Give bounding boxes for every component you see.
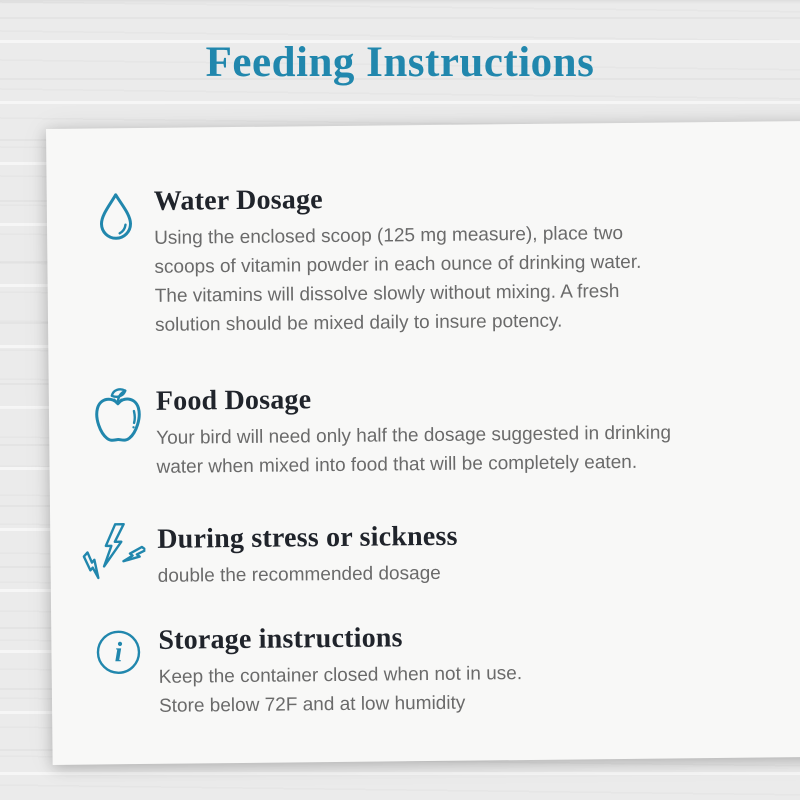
- section-body: Using the enclosed scoop (125 mg measure), place two scoops of vitamin powder in each ounce of drinking water. The vitamins will dissolve slowly without mixing. A fresh solution should be mixed daily to insure potency.: [154, 222, 642, 336]
- lightning-bolts-icon: [79, 522, 146, 587]
- section-stress-sickness: [92, 516, 800, 591]
- section-heading: Storage instructions: [158, 622, 403, 656]
- apple-icon: [91, 386, 146, 445]
- section-heading: Water Dosage: [153, 184, 323, 217]
- icon-column: [91, 386, 157, 445]
- section-text: [157, 521, 458, 591]
- section-body: double the recommended dosage: [157, 562, 441, 587]
- info-icon: [95, 629, 141, 675]
- section-water-dosage: [89, 178, 800, 340]
- section-heading: During stress or sickness: [157, 520, 458, 555]
- section-text: [158, 621, 522, 721]
- section-text: [156, 380, 672, 481]
- water-drop-icon: [96, 192, 137, 240]
- section-body: Your bird will need only half the dosage suggested in drinking water when mixed into food that will be completely eaten.: [156, 422, 672, 478]
- icon-column: [89, 186, 155, 241]
- section-text: [154, 181, 642, 340]
- page-title: Feeding Instructions: [205, 39, 595, 86]
- section-body: Keep the container closed when not in use. Store below 72F and at low humidity: [158, 663, 523, 717]
- section-heading: Food Dosage: [155, 384, 312, 417]
- svg-text:i: i: [114, 637, 123, 669]
- instruction-card: [46, 120, 800, 765]
- section-food-dosage: [91, 378, 800, 482]
- section-storage: [93, 617, 800, 721]
- icon-column: [92, 524, 158, 587]
- icon-column: [93, 625, 159, 676]
